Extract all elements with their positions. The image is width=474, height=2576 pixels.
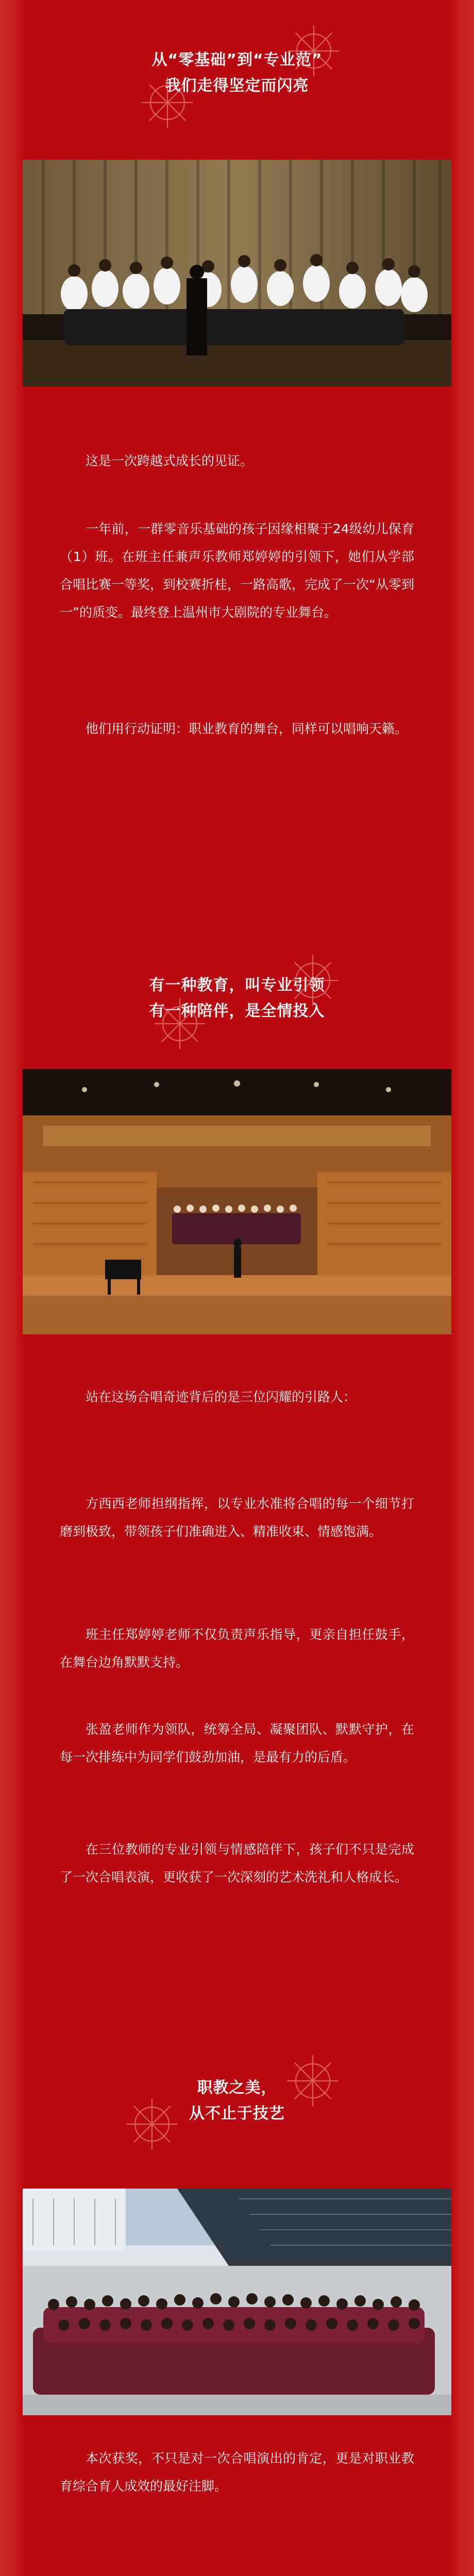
paragraph: 站在这场合唱奇迹背后的是三位闪耀的引路人： <box>86 1389 357 1404</box>
group-outdoor-photo <box>23 2189 451 2415</box>
paragraph: 他们用行动证明：职业教育的舞台，同样可以唱响天籁。 <box>86 721 408 736</box>
section3-heading-line1: 职教之美， <box>197 2079 277 2097</box>
section1-heading <box>23 47 451 99</box>
article-content <box>23 0 451 2576</box>
firework-icon <box>284 2053 341 2109</box>
left-border-decoration <box>0 0 23 2576</box>
section2-heading-line1: 有一种教育，叫专业引领 <box>149 976 325 994</box>
firework-icon <box>285 23 342 79</box>
firework-icon <box>124 2096 180 2153</box>
paragraph: 张盈老师作为领队，统筹全局、凝聚团队、默默守护，在每一次排练中为同学们鼓劲加油，是最有力的后盾。 <box>60 1722 414 1765</box>
paragraph: 一年前，一群零音乐基础的孩子因缘相聚于24级幼儿保育（1）班。在班主任兼声乐教师郑婷婷的引领下，她们从学部合唱比赛一等奖，到校赛折桂，一路高歌，完成了一次“从零到一”的质变。最终登上温州市大剧院的专业舞台。 <box>60 521 414 620</box>
paragraph: 在三位教师的专业引领与情感陪伴下，孩子们不只是完成了一次合唱表演，更收获了一次深刻的艺术洗礼和人格成长。 <box>60 1842 414 1885</box>
right-border-decoration <box>451 0 474 2576</box>
section3-heading <box>23 2075 451 2127</box>
paragraph: 方西西老师担纲指挥，以专业水准将合唱的每一个细节打磨到极致，带领孩子们准确进入、精准收束、情感饱满。 <box>60 1496 414 1539</box>
paragraph: 班主任郑婷婷老师不仅负责声乐指导，更亲自担任鼓手，在舞台边角默默支持。 <box>60 1627 414 1670</box>
paragraph: 这是一次跨越式成长的见证。 <box>86 453 253 468</box>
section2-heading-line2: 有一种陪伴，是全情投入 <box>149 1002 325 1020</box>
firework-icon <box>151 995 208 1052</box>
choir-stage-photo <box>23 160 451 386</box>
concert-hall-photo <box>23 1069 451 1334</box>
section1-heading-line2: 我们走得坚定而闪亮 <box>165 77 309 95</box>
firework-icon <box>284 952 341 1009</box>
section1-heading-line1: 从“零基础”到“专业范” <box>151 51 323 69</box>
paragraph: 本次获奖，不只是对一次合唱演出的肯定，更是对职业教育综合育人成效的最好注脚。 <box>60 2451 414 2494</box>
firework-icon <box>139 74 196 131</box>
section2-heading <box>23 973 451 1024</box>
section3-heading-line2: 从不止于技艺 <box>189 2105 285 2123</box>
